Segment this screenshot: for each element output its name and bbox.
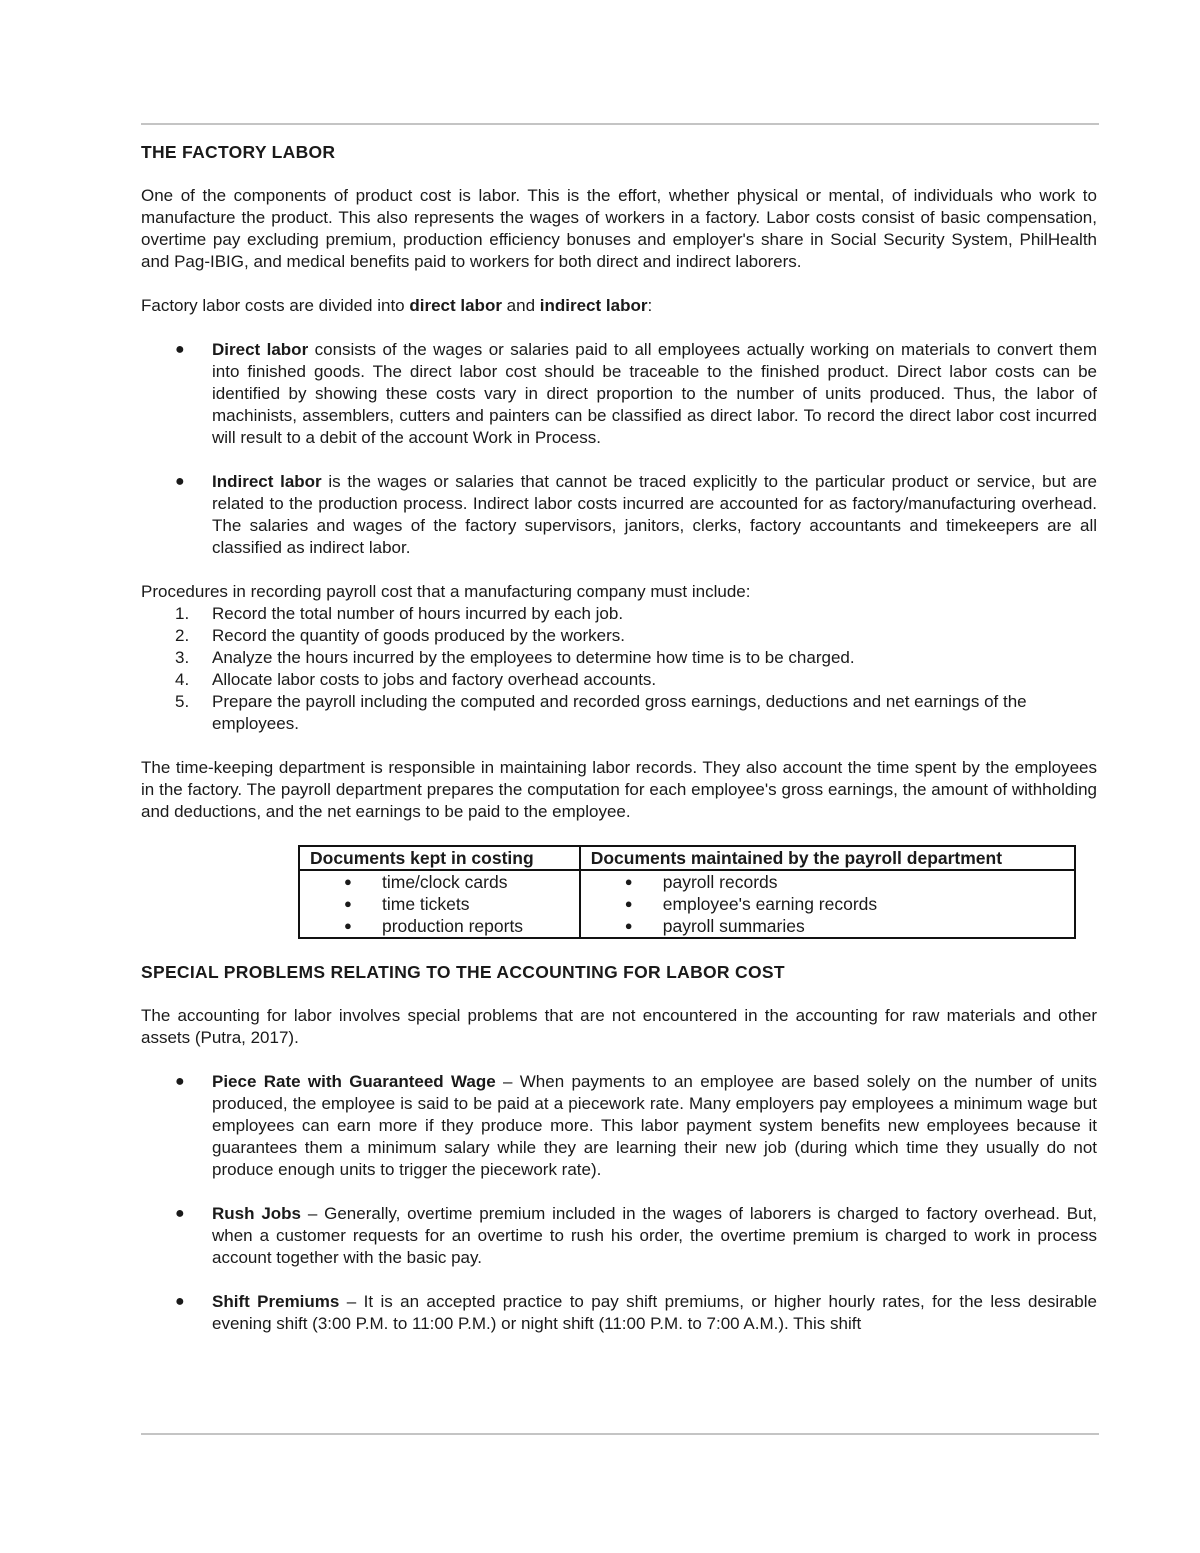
bullet-icon: ●	[175, 341, 185, 358]
documents-table	[298, 845, 1076, 939]
labor-types-list	[141, 339, 1097, 559]
list-item: 3. Analyze the hours incurred by the employees to determine how time is to be charged.	[175, 648, 855, 667]
bullet-icon: ●	[624, 918, 633, 933]
list-item: ● Piece Rate with Guaranteed Wage – When payments to an employee are based solely on the number of units produced, the employee is said to be paid at a piecework rate. Many employers pay employees a minimum wage but employees can earn more if they produce more. This labor payment system benefits new employees because it guarantees them a minimum salary while they are learning their new job (during which time they usually do not produce enough units to trigger the piecework rate).	[175, 1072, 1097, 1179]
list-item: 1. Record the total number of hours incurred by each job.	[175, 604, 624, 623]
list-item: ● Indirect labor is the wages or salaries that cannot be traced explicitly to the particular product or service, but are related to the production process. Indirect labor costs incurred are accounted for as factory/manufacturing overhead. The salaries and wages of the factory supervisors, janitors, clerks, factory accountants and timekeepers are all classified as indirect labor.	[175, 472, 1098, 557]
list-item: ● Rush Jobs – Generally, overtime premium included in the wages of laborers is charged to factory overhead. But, when a customer requests for an overtime to rush his order, the overtime premium is charged to work in process account together with the basic pay.	[175, 1204, 1097, 1267]
special-problems-list	[141, 1071, 1097, 1335]
table-cell-costing	[299, 870, 580, 938]
bullet-icon: ●	[344, 918, 352, 933]
table-list-item: ● payroll summaries	[624, 916, 805, 936]
bullet-icon: ●	[344, 896, 352, 911]
section-title-factory-labor: THE FACTORY LABOR	[141, 142, 336, 162]
bullet-icon: ●	[344, 874, 352, 889]
table-header-payroll: Documents maintained by the payroll department	[580, 846, 1075, 870]
list-item: ● Direct labor consists of the wages or salaries paid to all employees actually working on materials to convert them into finished goods. The direct labor cost should be traceable to the finished product. Direct labor costs can be identified by showing these costs vary in direct proportion to the number of units produced. Thus, the labor of machinists, assemblers, cutters and painters can be classified as direct labor. To record the direct labor cost incurred will result to a debit of the account Work in Process.	[175, 340, 1097, 447]
bullet-icon: ●	[175, 1073, 185, 1090]
bottom-rule	[141, 1433, 1099, 1435]
bullet-icon: ●	[175, 1293, 185, 1310]
bullet-icon: ●	[624, 874, 633, 889]
table-cell-payroll	[580, 870, 1075, 938]
bullet-icon: ●	[175, 473, 185, 490]
divided-paragraph: Factory labor costs are divided into direct labor and indirect labor:	[141, 296, 653, 315]
top-rule	[141, 123, 1099, 125]
procedures-list	[141, 603, 1097, 735]
procedures-intro: Procedures in recording payroll cost that a manufacturing company must include:	[141, 582, 751, 601]
bullet-icon: ●	[175, 1205, 185, 1222]
table-list-item: ● time/clock cards	[344, 872, 508, 892]
table-list-item: ● production reports	[344, 916, 524, 936]
list-item: ● Shift Premiums – It is an accepted practice to pay shift premiums, or higher hourly rates, for the less desirable evening shift (3:00 P.M. to 11:00 P.M.) or night shift (11:00 P.M. to 7:00 A.M.). This shift	[175, 1292, 1097, 1333]
section-title-special-problems: SPECIAL PROBLEMS RELATING TO THE ACCOUNTING FOR LABOR COST	[141, 962, 785, 982]
table-list-item: ● payroll records	[624, 872, 778, 892]
table-list-item: ● time tickets	[344, 894, 470, 914]
table-list-item: ● employee's earning records	[624, 894, 878, 914]
bullet-icon: ●	[624, 896, 633, 911]
special-problems-intro: The accounting for labor involves special problems that are not encountered in the accounting for raw materials and other assets (Putra, 2017).	[141, 1006, 1097, 1047]
list-item: 4. Allocate labor costs to jobs and factory overhead accounts.	[175, 670, 657, 689]
list-item: 2. Record the quantity of goods produced by the workers.	[175, 626, 625, 645]
intro-paragraph: One of the components of product cost is labor. This is the effort, whether physical or mental, of individuals who work to manufacture the product. This also represents the wages of workers in a factory. Labor costs consist of basic compensation, overtime pay excluding premium, production efficiency bonuses and employer's share in Social Security System, PhilHealth and Pag-IBIG, and medical benefits paid to workers for both direct and indirect laborers.	[141, 186, 1097, 271]
table-header-costing: Documents kept in costing	[299, 846, 580, 870]
list-item: 5. Prepare the payroll including the computed and recorded gross earnings, deductions and net earnings of the employees.	[175, 692, 1027, 733]
document-body	[141, 141, 1097, 1335]
timekeeping-paragraph: The time-keeping department is responsible in maintaining labor records. They also account the time spent by the employees in the factory. The payroll department prepares the computation for each employee's gross earnings, the amount of withholding and deductions, and the net earnings to be paid to the employee.	[141, 758, 1097, 821]
